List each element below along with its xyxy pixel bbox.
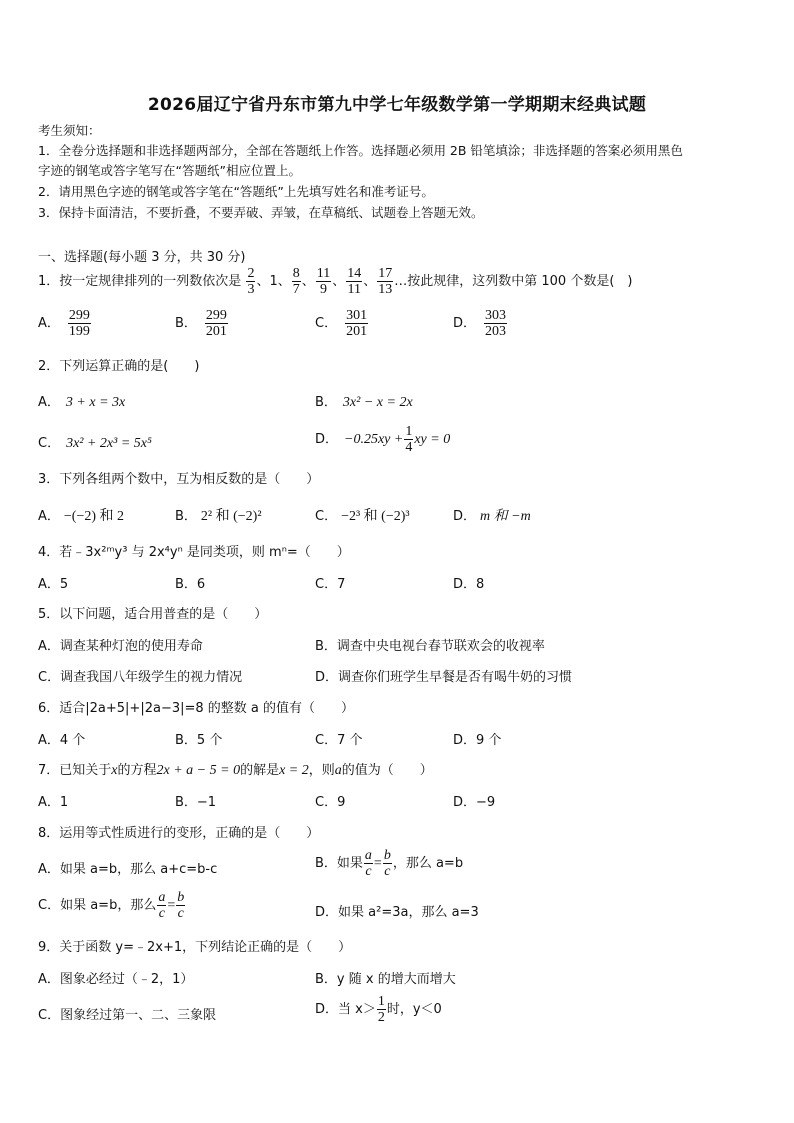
stem-text: 7．已知关于 [38, 763, 112, 778]
option-a[interactable]: A．5 [38, 577, 69, 592]
question-6-stem: 6．适合|2a+5|+|2a−3|=8 的整数 a 的值有（ ） [38, 701, 355, 716]
option-b[interactable] [175, 505, 262, 525]
option-text: B．如果 [315, 856, 363, 871]
option-letter: B． [175, 316, 197, 331]
math-variable: x [111, 763, 118, 778]
math-expression: 2² 和 (−2)² [200, 509, 262, 524]
denominator: 13 [378, 282, 393, 297]
question-number: 1． [38, 274, 60, 289]
math-expression: xy = 0 [414, 432, 451, 447]
option-text: D．当 x＞ [315, 1002, 376, 1017]
option-c[interactable]: C．7 [315, 577, 346, 592]
denominator: 9 [316, 281, 331, 297]
page-title: 2026届辽宁省丹东市第九中学七年级数学第一学期期末经典试题 [147, 95, 647, 115]
fraction [377, 994, 386, 1025]
math-expression: 3 + x = 3x [65, 395, 126, 410]
separator: 、 [301, 274, 315, 289]
notice-line-1a: 1．全卷分选择题和非选择题两部分，全部在答题纸上作答。选择题必须用 2B 铅笔填涂；非选择题的答案必须用黑色 [38, 143, 683, 158]
numerator: 17 [378, 266, 393, 281]
denominator: 199 [68, 324, 90, 339]
option-a[interactable]: A．如果 a=b，那么 a+c=b-c [38, 862, 218, 877]
numerator: 303 [485, 308, 507, 323]
option-c[interactable]: C．7 个 [315, 733, 363, 748]
separator: 、1、 [256, 274, 291, 289]
numerator: a [364, 848, 372, 863]
fraction [68, 308, 91, 339]
denominator: 3 [247, 282, 255, 297]
option-c[interactable] [38, 432, 152, 452]
math-expression: m 和 −m [480, 509, 531, 524]
stem-text: 的值为（ ） [341, 763, 433, 778]
option-a[interactable] [38, 391, 125, 411]
denominator: 11 [347, 282, 361, 297]
fraction [205, 308, 228, 339]
option-b[interactable]: B．y 随 x 的增大而增大 [315, 972, 456, 987]
option-c[interactable]: C．调查我国八年级学生的视力情况 [38, 670, 243, 685]
option-d[interactable]: D．−9 [453, 795, 496, 810]
option-text: C．如果 a=b，那么 [38, 898, 157, 913]
denominator: c [365, 864, 372, 879]
option-letter: A． [38, 395, 60, 410]
option-b[interactable] [315, 391, 413, 411]
math-variable: a [334, 763, 342, 778]
option-letter: B． [315, 395, 337, 410]
option-a[interactable] [38, 308, 92, 339]
fraction [404, 424, 413, 455]
option-a[interactable] [38, 505, 124, 525]
numerator: 299 [205, 308, 227, 323]
option-d[interactable] [315, 994, 442, 1025]
notice-line-1b: 字迹的钢笔或答字笔写在“答题纸”相应位置上。 [38, 163, 301, 178]
option-letter: B． [175, 509, 197, 524]
stem-text: 的解是 [240, 763, 280, 778]
numerator: 301 [346, 308, 368, 323]
numerator: b [383, 848, 391, 863]
stem-text: …按此规律，这列数中第 100 个数是( ) [394, 274, 633, 289]
numerator: 2 [247, 266, 255, 281]
fraction [383, 848, 392, 879]
stem-text: 按一定规律排列的一列数依次是 [59, 274, 242, 289]
option-a[interactable]: A．图象必经过（﹣2，1） [38, 972, 194, 987]
question-4-stem: 4．若﹣3x²ᵐy³ 与 2x⁴yⁿ 是同类项，则 mⁿ=（ ） [38, 545, 350, 560]
numerator: b [177, 890, 185, 905]
separator: 、 [363, 274, 377, 289]
denominator: 203 [485, 324, 507, 339]
math-expression: −(−2) 和 2 [63, 509, 125, 524]
option-letter: D． [315, 432, 339, 447]
numerator: 8 [292, 266, 300, 281]
fraction [377, 266, 393, 297]
numerator: 14 [347, 266, 362, 281]
option-b[interactable] [315, 848, 463, 879]
option-c[interactable] [315, 308, 369, 339]
fraction [346, 266, 362, 297]
fraction [292, 266, 301, 297]
option-d[interactable]: D．如果 a²=3a，那么 a=3 [315, 905, 479, 920]
option-letter: A． [38, 509, 60, 524]
option-c[interactable] [315, 505, 410, 525]
option-letter: D． [453, 509, 477, 524]
option-b[interactable]: B．调查中央电视台春节联欢会的收视率 [315, 639, 545, 654]
fraction [345, 308, 368, 339]
math-expression: −0.25xy + [344, 432, 404, 447]
denominator: 201 [346, 324, 368, 339]
denominator: 201 [205, 324, 227, 339]
denominator: 7 [292, 282, 300, 297]
question-8-stem: 8．运用等式性质进行的变形，正确的是（ ） [38, 826, 320, 841]
equals-sign: = [167, 898, 176, 913]
math-expression: x = 2 [279, 763, 309, 778]
numerator: 299 [68, 308, 90, 323]
equals-sign: = [373, 856, 382, 871]
option-d[interactable] [453, 505, 531, 525]
notice-line-3: 3．保持卡面清洁，不要折叠，不要弄破、弄皱，在草稿纸、试题卷上答题无效。 [38, 205, 484, 220]
math-expression: 2x + a − 5 = 0 [156, 763, 241, 778]
question-1-stem [38, 266, 632, 297]
notice-line-2: 2．请用黑色字迹的钢笔或答字笔在“答题纸”上先填写姓名和准考证号。 [38, 184, 434, 199]
option-d[interactable] [453, 308, 508, 339]
option-b[interactable] [175, 308, 229, 339]
denominator: c [177, 906, 184, 921]
math-expression: 3x² + 2x³ = 5x⁵ [66, 436, 152, 451]
question-2-stem: 2．下列运算正确的是( ) [38, 359, 200, 374]
section-heading: 一、选择题(每小题 3 分，共 30 分) [38, 250, 246, 265]
option-letter: C． [38, 436, 61, 451]
numerator: 11 [316, 266, 331, 281]
option-c[interactable] [38, 890, 186, 921]
option-letter: C． [315, 316, 338, 331]
option-letter: D． [453, 316, 477, 331]
numerator: a [158, 890, 166, 905]
option-b[interactable]: B．6 [175, 577, 206, 592]
option-a[interactable]: A．1 [38, 795, 69, 810]
fraction [246, 266, 255, 297]
fraction [157, 890, 166, 921]
question-5-stem: 5．以下问题，适合用普查的是（ ） [38, 607, 268, 622]
denominator: 4 [405, 440, 413, 455]
option-text: ，那么 a=b [392, 856, 464, 871]
option-d[interactable]: D．调查你们班学生早餐是否有喝牛奶的习惯 [315, 670, 573, 685]
denominator: 2 [377, 1010, 385, 1025]
fraction [484, 308, 507, 339]
option-text: 时，y＜0 [386, 1002, 442, 1017]
separator: 、 [332, 274, 346, 289]
stem-text: ，则 [308, 763, 335, 778]
stem-text: 的方程 [117, 763, 157, 778]
fraction [176, 890, 185, 921]
fraction [364, 848, 373, 879]
math-expression: −2³ 和 (−2)³ [341, 509, 410, 524]
numerator: 1 [405, 424, 413, 439]
denominator: c [158, 906, 165, 921]
option-d[interactable] [315, 424, 450, 455]
option-letter: A． [38, 316, 60, 331]
math-expression: 3x² − x = 2x [342, 395, 413, 410]
denominator: c [384, 864, 391, 879]
question-9-stem: 9．关于函数 y=﹣2x+1，下列结论正确的是（ ） [38, 940, 352, 955]
question-3-stem: 3．下列各组两个数中，互为相反数的是（ ） [38, 472, 320, 487]
option-a[interactable]: A．4 个 [38, 733, 86, 748]
fraction [316, 266, 331, 297]
option-b[interactable]: B．−1 [175, 795, 217, 810]
option-letter: C． [315, 509, 338, 524]
option-c[interactable]: C．9 [315, 795, 346, 810]
question-7-stem [38, 759, 433, 779]
option-c[interactable]: C．图象经过第一、二、三象限 [38, 1008, 217, 1023]
numerator: 1 [377, 994, 385, 1009]
option-a[interactable]: A．调查某种灯泡的使用寿命 [38, 639, 203, 654]
notice-heading: 考生须知： [38, 123, 101, 138]
option-d[interactable]: D．8 [453, 577, 485, 592]
option-d[interactable]: D．9 个 [453, 733, 502, 748]
option-b[interactable]: B．5 个 [175, 733, 223, 748]
